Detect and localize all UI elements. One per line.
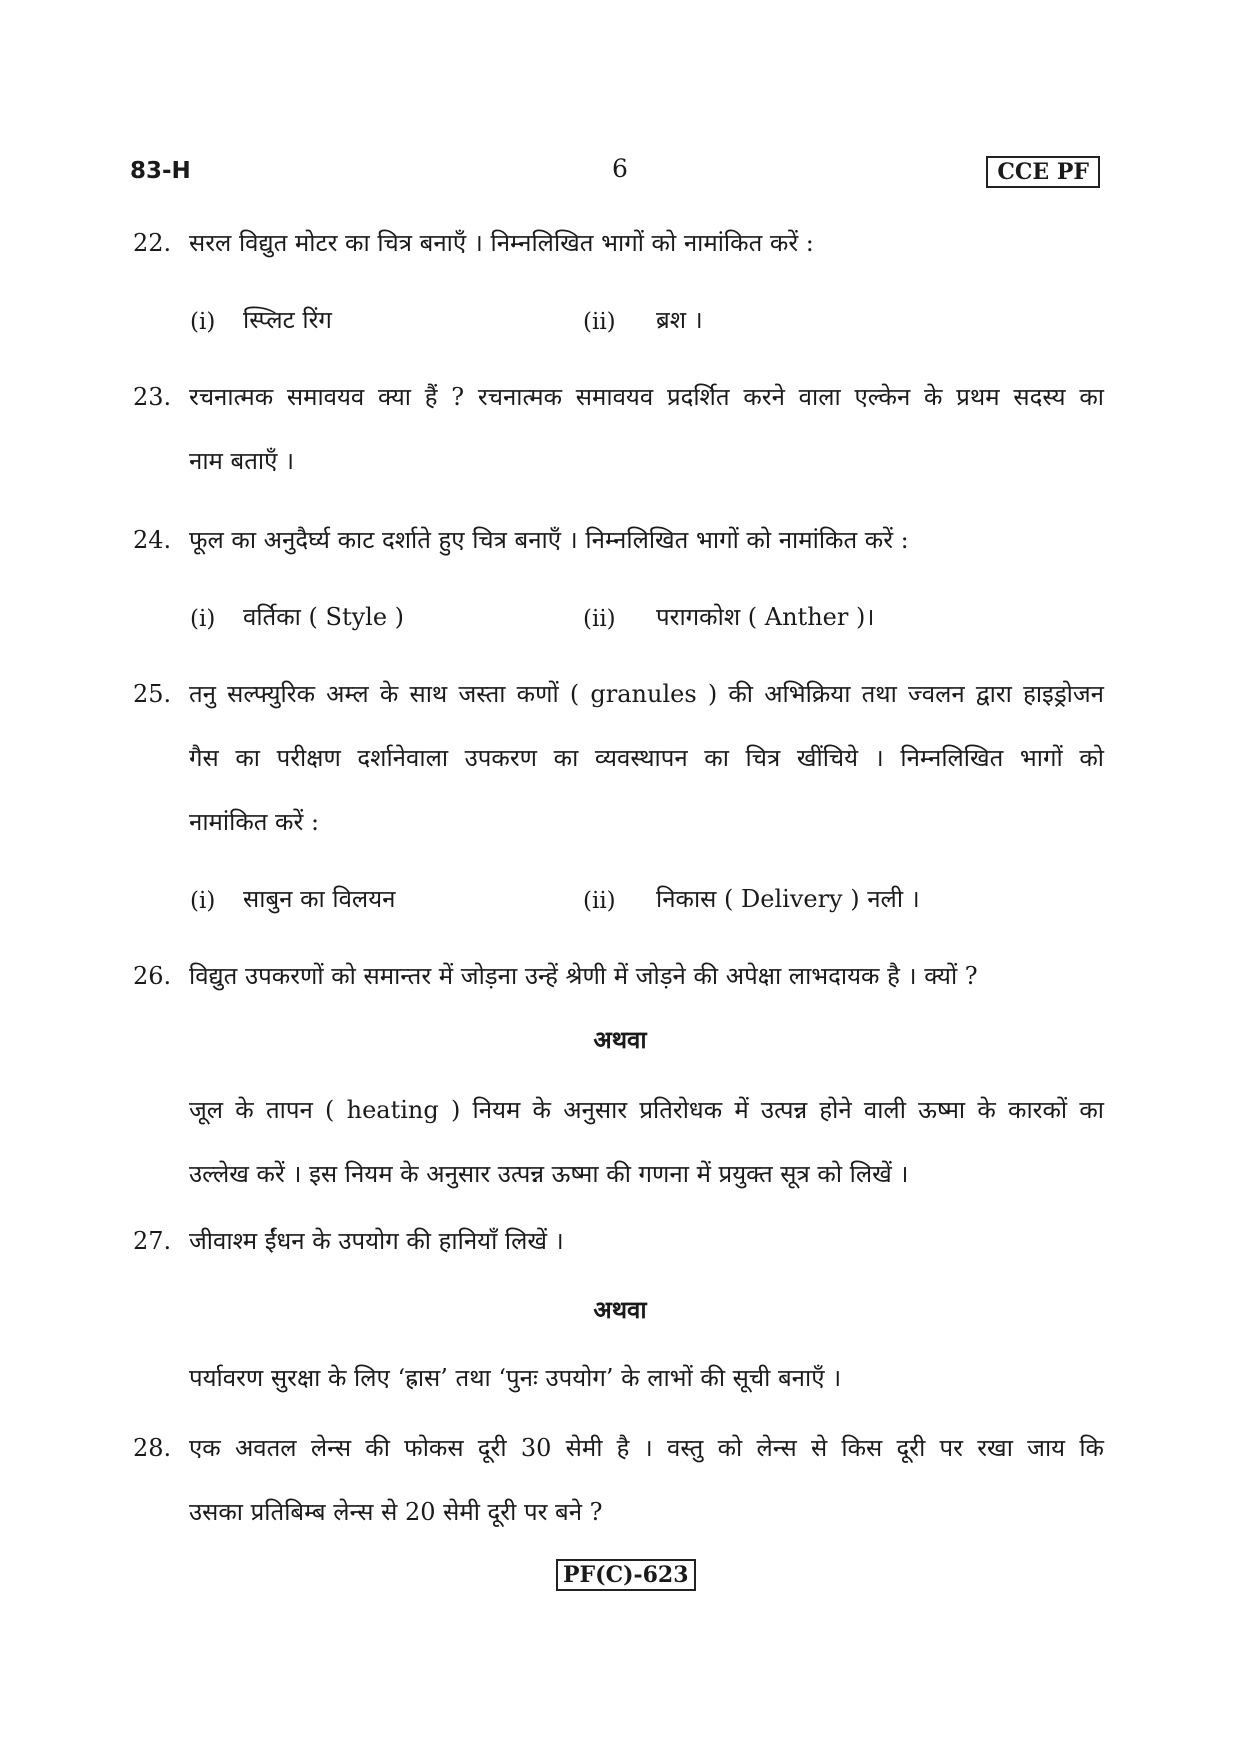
question-text-24: फूल का अनुदैर्घ्य काट दर्शाते हुए चित्र बनाएँ । निम्नलिखित भागों को नामांकित करें : (189, 526, 909, 554)
question-number-24: 24. (133, 526, 172, 554)
q24-part-i-label: (i) (190, 606, 216, 632)
question-number-28: 28. (133, 1434, 172, 1462)
q26-alternative-line2: उल्लेख करें । इस नियम के अनुसार उत्पन्न ऊष्मा की गणना में प्रयुक्त सूत्र को लिखें । (189, 1160, 909, 1188)
q27-alternative-text: पर्यावरण सुरक्षा के लिए ‘ह्रास’ तथा ‘पुनः उपयोग’ के लाभों की सूची बनाएँ । (189, 1364, 842, 1392)
question-number-22: 22. (133, 229, 172, 257)
question-number-26: 26. (133, 962, 172, 990)
question-text-25-line3: नामांकित करें : (189, 808, 320, 836)
q25-part-ii-label: (ii) (583, 888, 616, 914)
q22-part-ii-text: ब्रश । (656, 306, 703, 334)
page-header (130, 154, 1100, 198)
footer-code-box: PF(C)-623 (556, 1559, 696, 1591)
question-text-27: जीवाश्म ईंधन के उपयोग की हानियाँ लिखें । (189, 1227, 564, 1255)
question-text-26: विद्युत उपकरणों को समान्तर में जोड़ना उन्हें श्रेणी में जोड़ने की अपेक्षा लाभदायक है । क्यों ? (189, 962, 978, 990)
q25-part-i-label: (i) (190, 888, 216, 914)
question-text-25-line2: गैस का परीक्षण दर्शानेवाला उपकरण का व्यवस्थापन का चित्र खींचिये । निम्नलिखित भागों को (189, 744, 1104, 772)
q22-part-ii-label: (ii) (583, 309, 616, 335)
question-text-22: सरल विद्युत मोटर का चित्र बनाएँ । निम्नलिखित भागों को नामांकित करें : (189, 229, 814, 257)
q26-alternative-line1: जूल के तापन ( heating ) नियम के अनुसार प्रतिरोधक में उत्पन्न होने वाली ऊष्मा के कारकों का (189, 1096, 1104, 1124)
q24-part-ii-label: (ii) (583, 606, 616, 632)
series-label-box: CCE PF (986, 156, 1100, 188)
q22-part-i-label: (i) (190, 309, 216, 335)
question-text-28-line2: उसका प्रतिबिम्ब लेन्स से 20 सेमी दूरी पर बने ? (189, 1498, 603, 1526)
question-text-25-line1: तनु सल्फ्युरिक अम्ल के साथ जस्ता कणों ( granules ) की अभिक्रिया तथा ज्वलन द्वारा हाइड्रोजन (189, 680, 1104, 708)
q25-part-i-text: साबुन का विलयन (243, 885, 396, 913)
question-text-23-line2: नाम बताएँ । (189, 447, 295, 475)
q24-part-i-text: वर्तिका ( Style ) (243, 603, 405, 631)
q24-part-ii-text: परागकोश ( Anther )। (656, 603, 875, 631)
paper-code: 83-H (130, 158, 191, 184)
q25-part-ii-text: निकास ( Delivery ) नली । (656, 885, 920, 913)
question-number-25: 25. (133, 680, 172, 708)
question-number-23: 23. (133, 383, 172, 411)
q22-part-i-text: स्प्लिट रिंग (243, 306, 332, 334)
question-text-23-line1: रचनात्मक समावयव क्या हैं ? रचनात्मक समावयव प्रदर्शित करने वाला एल्केन के प्रथम सदस्य का (189, 383, 1104, 411)
or-separator-27: अथवा (593, 1295, 647, 1324)
or-separator-26: अथवा (593, 1025, 647, 1054)
question-number-27: 27. (133, 1227, 172, 1255)
page-number: 6 (612, 154, 628, 183)
question-text-28-line1: एक अवतल लेन्स की फोकस दूरी 30 सेमी है । वस्तु को लेन्स से किस दूरी पर रखा जाय कि (189, 1434, 1104, 1462)
